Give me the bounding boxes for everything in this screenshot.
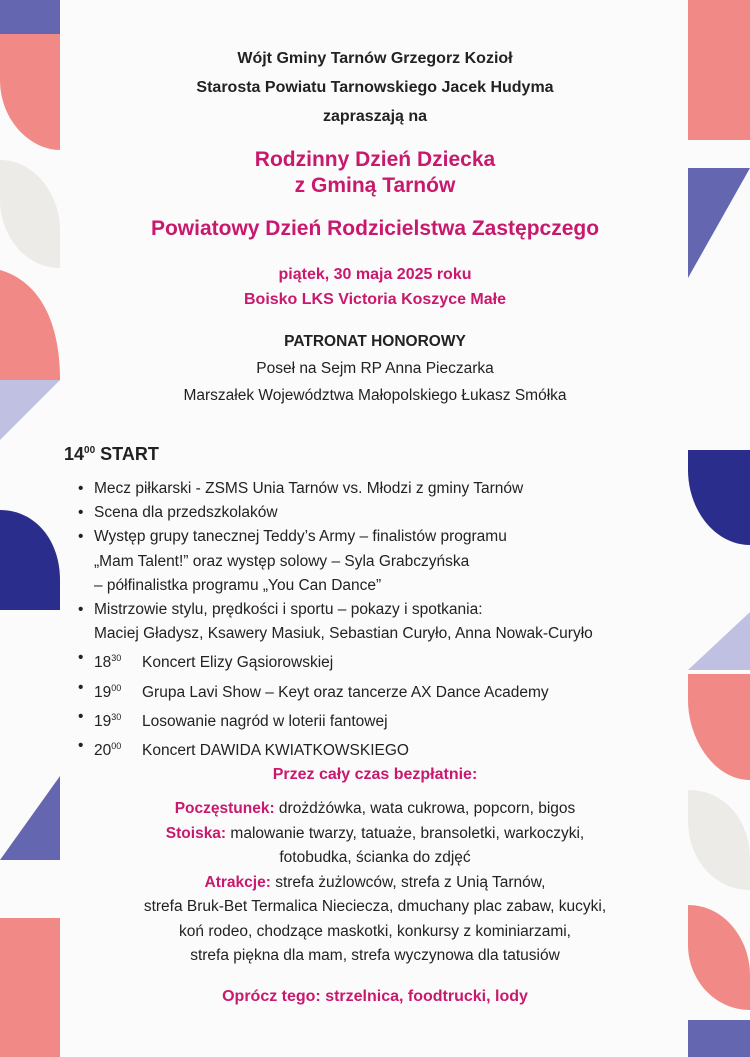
patron-1: Poseł na Sejm RP Anna Pieczarka: [256, 360, 494, 377]
minutes: 00: [111, 741, 122, 752]
program-item-text: • Występ grupy tanecznej Teddy’s Army – finalistów programu: [94, 528, 507, 546]
attractions-line-4: strefa piękna dla mam, strefa wyczynowa dla tatusiów: [190, 947, 560, 964]
start-time: [64, 444, 159, 465]
left-navy-circle: [0, 510, 60, 610]
program-item-text: „Mam Talent!” oraz występ solowy – Syla Grabczyńska: [94, 552, 470, 570]
hour: 18: [94, 654, 112, 672]
free-attractions: [0, 797, 750, 969]
minutes: 30: [111, 653, 122, 664]
right-lavender-triangle: [688, 612, 750, 670]
left-navy-block: [0, 0, 60, 34]
inviter-1: Wójt Gminy Tarnów Grzegorz Kozioł: [237, 50, 513, 67]
event-title-line-1: Rodzinny Dzień Dziecka: [254, 148, 496, 171]
event-title-line-2: z Gminą Tarnów: [294, 174, 456, 197]
food-line: [0, 797, 750, 822]
minutes: 30: [111, 711, 122, 722]
hour: 20: [94, 742, 112, 760]
attractions-text: strefa żużlowców, strefa z Unią Tarnów,: [275, 873, 546, 891]
program-item-text: Maciej Gładysz, Ksawery Masiuk, Sebastian Curyło, Anna Nowak-Curyło: [94, 625, 593, 643]
event-when-where: [0, 262, 750, 312]
invite-text: zapraszają na: [322, 108, 428, 125]
event-date: piątek, 30 maja 2025 roku: [278, 266, 472, 283]
stands-label: Stoiska:: [165, 824, 227, 842]
program-item-text: Scena dla przedszkolaków: [94, 504, 278, 522]
food-text: drożdżówka, wata cukrowa, popcorn, bigos: [278, 800, 576, 817]
stands-text: malowanie twarzy, tatuaże, bransoletki, warkoczyki,: [230, 824, 585, 842]
right-purple-block: [688, 1020, 750, 1057]
timed-item-text: Koncert DAWIDA KWIATKOWSKIEGO: [142, 742, 409, 760]
inviters: [0, 44, 750, 131]
program-list: [74, 477, 694, 763]
patronage-heading: PATRONAT HONOROWY: [284, 333, 466, 350]
timed-item-time: [94, 676, 142, 705]
stands-line: [0, 822, 750, 847]
start-minutes: 00: [84, 445, 96, 456]
food-label: Poczęstunek:: [174, 800, 275, 817]
timed-item-text: Koncert Elizy Gąsiorowskiej: [142, 654, 334, 672]
timed-item: [74, 646, 694, 675]
start-label: START: [100, 444, 159, 464]
timed-item-time: [94, 646, 142, 675]
timed-item: [74, 676, 694, 705]
patronage: [0, 328, 750, 409]
free-title: Przez cały czas bezpłatnie:: [272, 766, 478, 783]
event-title: [0, 147, 750, 199]
timed-item: [74, 734, 694, 763]
timed-item: [74, 705, 694, 734]
program-item: [74, 477, 694, 501]
program-item-text: – półfinalistka programu „You Can Dance”: [94, 576, 382, 594]
program-item-text: Mecz piłkarski - ZSMS Unia Tarnów vs. Młodzi z gminy Tarnów: [94, 480, 524, 497]
right-salmon-leaf-1: [688, 674, 750, 780]
program-item-text: • Mistrzowie stylu, prędkości i sportu – pokazy i spotkania:: [94, 601, 483, 619]
attractions-line-2: strefa Bruk-Bet Termalica Nieciecza, dmuchany plac zabaw, kucyki,: [143, 898, 607, 915]
program-item: [74, 598, 694, 646]
hour: 19: [94, 683, 112, 701]
extra-attractions: Oprócz tego: strzelnica, foodtrucki, lody: [222, 988, 528, 1005]
hour: 19: [94, 712, 112, 730]
timed-item-text: Grupa Lavi Show – Keyt oraz tancerze AX Dance Academy: [142, 683, 549, 701]
event-venue: Boisko LKS Victoria Koszyce Małe: [243, 291, 506, 308]
right-navy-circle: [688, 450, 750, 545]
minutes: 00: [111, 682, 122, 693]
attractions-label: Atrakcje:: [204, 873, 271, 891]
program-item: [74, 525, 694, 598]
timed-item-time: [94, 734, 142, 763]
timed-item-time: [94, 705, 142, 734]
attractions-line-3: koń rodeo, chodzące maskotki, konkursy z kominiarzami,: [179, 922, 571, 940]
timed-item-text: Losowanie nagród w loterii fantowej: [142, 712, 388, 730]
event-subtitle: Powiatowy Dzień Rodzicielstwa Zastępczego: [150, 217, 600, 240]
patron-2: Marszałek Województwa Małopolskiego Łukasz Smółka: [183, 387, 567, 404]
start-hour: 14: [64, 444, 85, 464]
inviter-2: Starosta Powiatu Tarnowskiego Jacek Hudyma: [196, 79, 554, 96]
program-item: [74, 501, 694, 525]
stands-line-2: fotobudka, ścianka do zdjęć: [279, 849, 471, 866]
attractions-line: [0, 871, 750, 896]
